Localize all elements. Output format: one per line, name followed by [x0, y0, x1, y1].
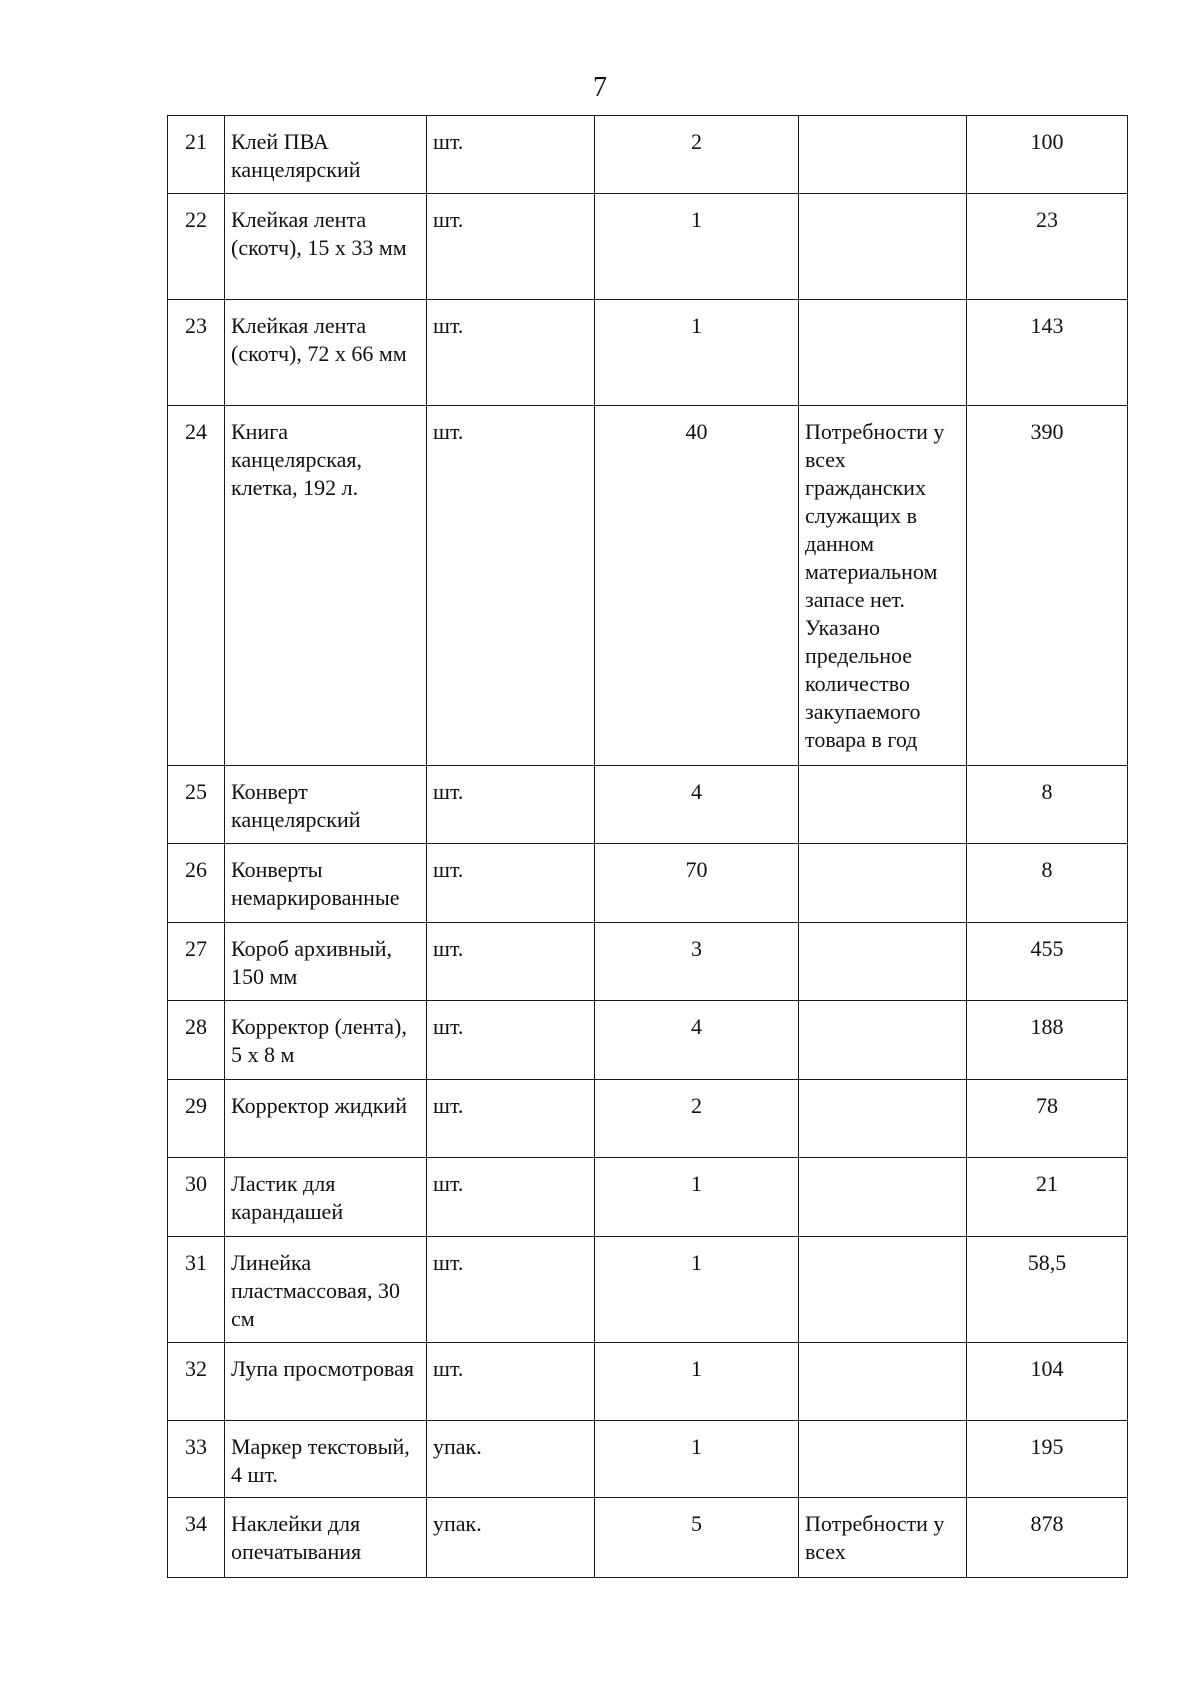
- row-number: 23: [168, 300, 225, 406]
- quantity: 4: [595, 766, 799, 844]
- table-row: [168, 844, 1128, 923]
- quantity: 5: [595, 1498, 799, 1578]
- row-number: 25: [168, 766, 225, 844]
- row-number: 31: [168, 1237, 225, 1343]
- unit-of-measure: упак.: [427, 1498, 595, 1578]
- page-number: 7: [593, 72, 607, 103]
- row-number: 24: [168, 406, 225, 766]
- item-name: Маркер текстовый, 4 шт.: [225, 1421, 427, 1498]
- price: 23: [967, 194, 1128, 300]
- table-row: [168, 1001, 1128, 1080]
- table-row: [168, 1498, 1128, 1578]
- note: [799, 116, 967, 194]
- price: 195: [967, 1421, 1128, 1498]
- unit-of-measure: шт.: [427, 1080, 595, 1158]
- quantity: 1: [595, 1158, 799, 1237]
- note: [799, 766, 967, 844]
- price: 8: [967, 844, 1128, 923]
- note: [799, 194, 967, 300]
- row-number: 32: [168, 1343, 225, 1421]
- note: [799, 300, 967, 406]
- row-number: 30: [168, 1158, 225, 1237]
- table-row: [168, 1158, 1128, 1237]
- row-number: 29: [168, 1080, 225, 1158]
- table-row: [168, 1080, 1128, 1158]
- item-name: Корректор (лента), 5 х 8 м: [225, 1001, 427, 1080]
- quantity: 40: [595, 406, 799, 766]
- item-name: Лупа просмотровая: [225, 1343, 427, 1421]
- price: 8: [967, 766, 1128, 844]
- item-name: Книга канцелярская, клетка, 192 л.: [225, 406, 427, 766]
- item-name: Корректор жидкий: [225, 1080, 427, 1158]
- table-row: [168, 300, 1128, 406]
- price: 21: [967, 1158, 1128, 1237]
- row-number: 34: [168, 1498, 225, 1578]
- table-row: [168, 116, 1128, 194]
- note: Потребности у всех гражданских служащих в данном материальном запасе нет. Указано предельное количество закупаемого товара в год: [799, 406, 967, 766]
- quantity: 70: [595, 844, 799, 923]
- row-number: 26: [168, 844, 225, 923]
- note: [799, 1080, 967, 1158]
- note: [799, 844, 967, 923]
- table-row: [168, 406, 1128, 766]
- item-name: Ластик для карандашей: [225, 1158, 427, 1237]
- note: [799, 1001, 967, 1080]
- price: 58,5: [967, 1237, 1128, 1343]
- item-name: Наклейки для опечатывания: [225, 1498, 427, 1578]
- price: 143: [967, 300, 1128, 406]
- note: [799, 923, 967, 1001]
- item-name: Клей ПВА канцелярский: [225, 116, 427, 194]
- row-number: 27: [168, 923, 225, 1001]
- unit-of-measure: шт.: [427, 1343, 595, 1421]
- unit-of-measure: шт.: [427, 300, 595, 406]
- note: [799, 1237, 967, 1343]
- quantity: 1: [595, 1343, 799, 1421]
- quantity: 4: [595, 1001, 799, 1080]
- item-name: Клейкая лента (скотч), 72 х 66 мм: [225, 300, 427, 406]
- price: 878: [967, 1498, 1128, 1578]
- unit-of-measure: шт.: [427, 766, 595, 844]
- unit-of-measure: шт.: [427, 406, 595, 766]
- item-name: Конверты немаркированные: [225, 844, 427, 923]
- row-number: 33: [168, 1421, 225, 1498]
- row-number: 22: [168, 194, 225, 300]
- quantity: 1: [595, 1421, 799, 1498]
- price: 100: [967, 116, 1128, 194]
- unit-of-measure: шт.: [427, 116, 595, 194]
- item-name: Короб архивный, 150 мм: [225, 923, 427, 1001]
- unit-of-measure: шт.: [427, 1237, 595, 1343]
- price: 390: [967, 406, 1128, 766]
- row-number: 28: [168, 1001, 225, 1080]
- unit-of-measure: шт.: [427, 1158, 595, 1237]
- price: 78: [967, 1080, 1128, 1158]
- price: 104: [967, 1343, 1128, 1421]
- note: [799, 1158, 967, 1237]
- unit-of-measure: упак.: [427, 1421, 595, 1498]
- unit-of-measure: шт.: [427, 923, 595, 1001]
- item-name: Линейка пластмассовая, 30 см: [225, 1237, 427, 1343]
- item-name: Конверт канцелярский: [225, 766, 427, 844]
- table-row: [168, 1343, 1128, 1421]
- note: [799, 1343, 967, 1421]
- note: Потребности у всех: [799, 1498, 967, 1578]
- quantity: 1: [595, 194, 799, 300]
- table-row: [168, 194, 1128, 300]
- table-row: [168, 923, 1128, 1001]
- price: 455: [967, 923, 1128, 1001]
- quantity: 2: [595, 1080, 799, 1158]
- quantity: 2: [595, 116, 799, 194]
- price: 188: [967, 1001, 1128, 1080]
- quantity: 1: [595, 300, 799, 406]
- quantity: 3: [595, 923, 799, 1001]
- row-number: 21: [168, 116, 225, 194]
- unit-of-measure: шт.: [427, 1001, 595, 1080]
- item-name: Клейкая лента (скотч), 15 х 33 мм: [225, 194, 427, 300]
- table-row: [168, 766, 1128, 844]
- quantity: 1: [595, 1237, 799, 1343]
- table-row: [168, 1421, 1128, 1498]
- note: [799, 1421, 967, 1498]
- unit-of-measure: шт.: [427, 194, 595, 300]
- table-row: [168, 1237, 1128, 1343]
- supplies-table: [167, 115, 1128, 1578]
- unit-of-measure: шт.: [427, 844, 595, 923]
